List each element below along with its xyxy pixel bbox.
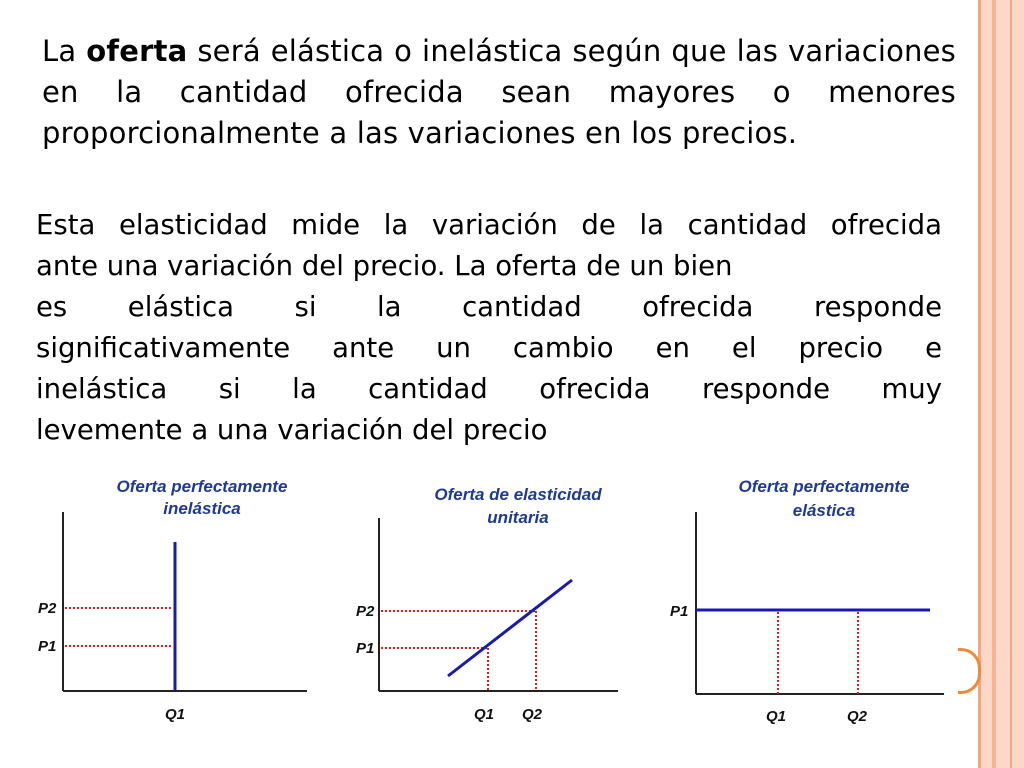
chart2-title-line2: unitaria [487,508,549,527]
chart1-tick-q1: Q1 [164,706,186,723]
chart2-tick-p1: P1 [356,640,375,657]
p2-line: es elástica si la cantidad ofrecida responde [36,291,942,323]
chart3-title-line1: Oferta perfectamente [738,477,910,496]
chart-unit-elasticity [350,478,640,738]
chart2-title-line1: Oferta de elasticidad [434,485,602,504]
chart2-tick-q2: Q2 [521,706,543,723]
stripe-line [992,0,996,768]
p1-bold-term: oferta [86,34,188,68]
chart1-title-line2: inelástica [163,499,241,518]
chart3-tick-q1: Q1 [765,708,787,725]
p2-line: inelástica si la cantidad ofrecida responde muy [36,373,942,405]
chart-perfectly-elastic [660,470,950,730]
decorative-side-stripes [978,0,1024,768]
chart2-tick-q1: Q1 [473,706,495,723]
chart1-tick-p1: P1 [38,638,57,655]
p1-after: será elástica o inelástica según que las variaciones en la cantidad ofrecida sean mayores o menores proporcionalmente a las variaciones en los precios. [42,34,956,150]
chart-perfectly-inelastic [30,470,320,730]
p1-before: La [42,34,87,68]
paragraph-oferta-definition [42,31,956,154]
chart1-title-line1: Oferta perfectamente [116,477,288,496]
chart2-tick-p2: P2 [356,603,375,620]
chart3-title-line2: elástica [792,501,856,520]
p2-line: significativamente ante un cambio en el precio e [36,332,942,364]
paragraph-elasticity-explanation [36,205,942,451]
stripe-line [978,0,981,768]
p2-line: ante una variación del precio. La oferta de un bien [36,250,733,282]
p2-line: levemente a una variación del precio [36,414,548,446]
stripe-line [1010,0,1012,768]
chart2-supply-curve [448,580,572,676]
p2-line: Esta elasticidad mide la variación de la cantidad ofrecida [36,209,942,241]
chart1-tick-p2: P2 [38,600,57,617]
chart3-tick-p1: P1 [670,603,689,620]
chart3-tick-q2: Q2 [846,708,868,725]
